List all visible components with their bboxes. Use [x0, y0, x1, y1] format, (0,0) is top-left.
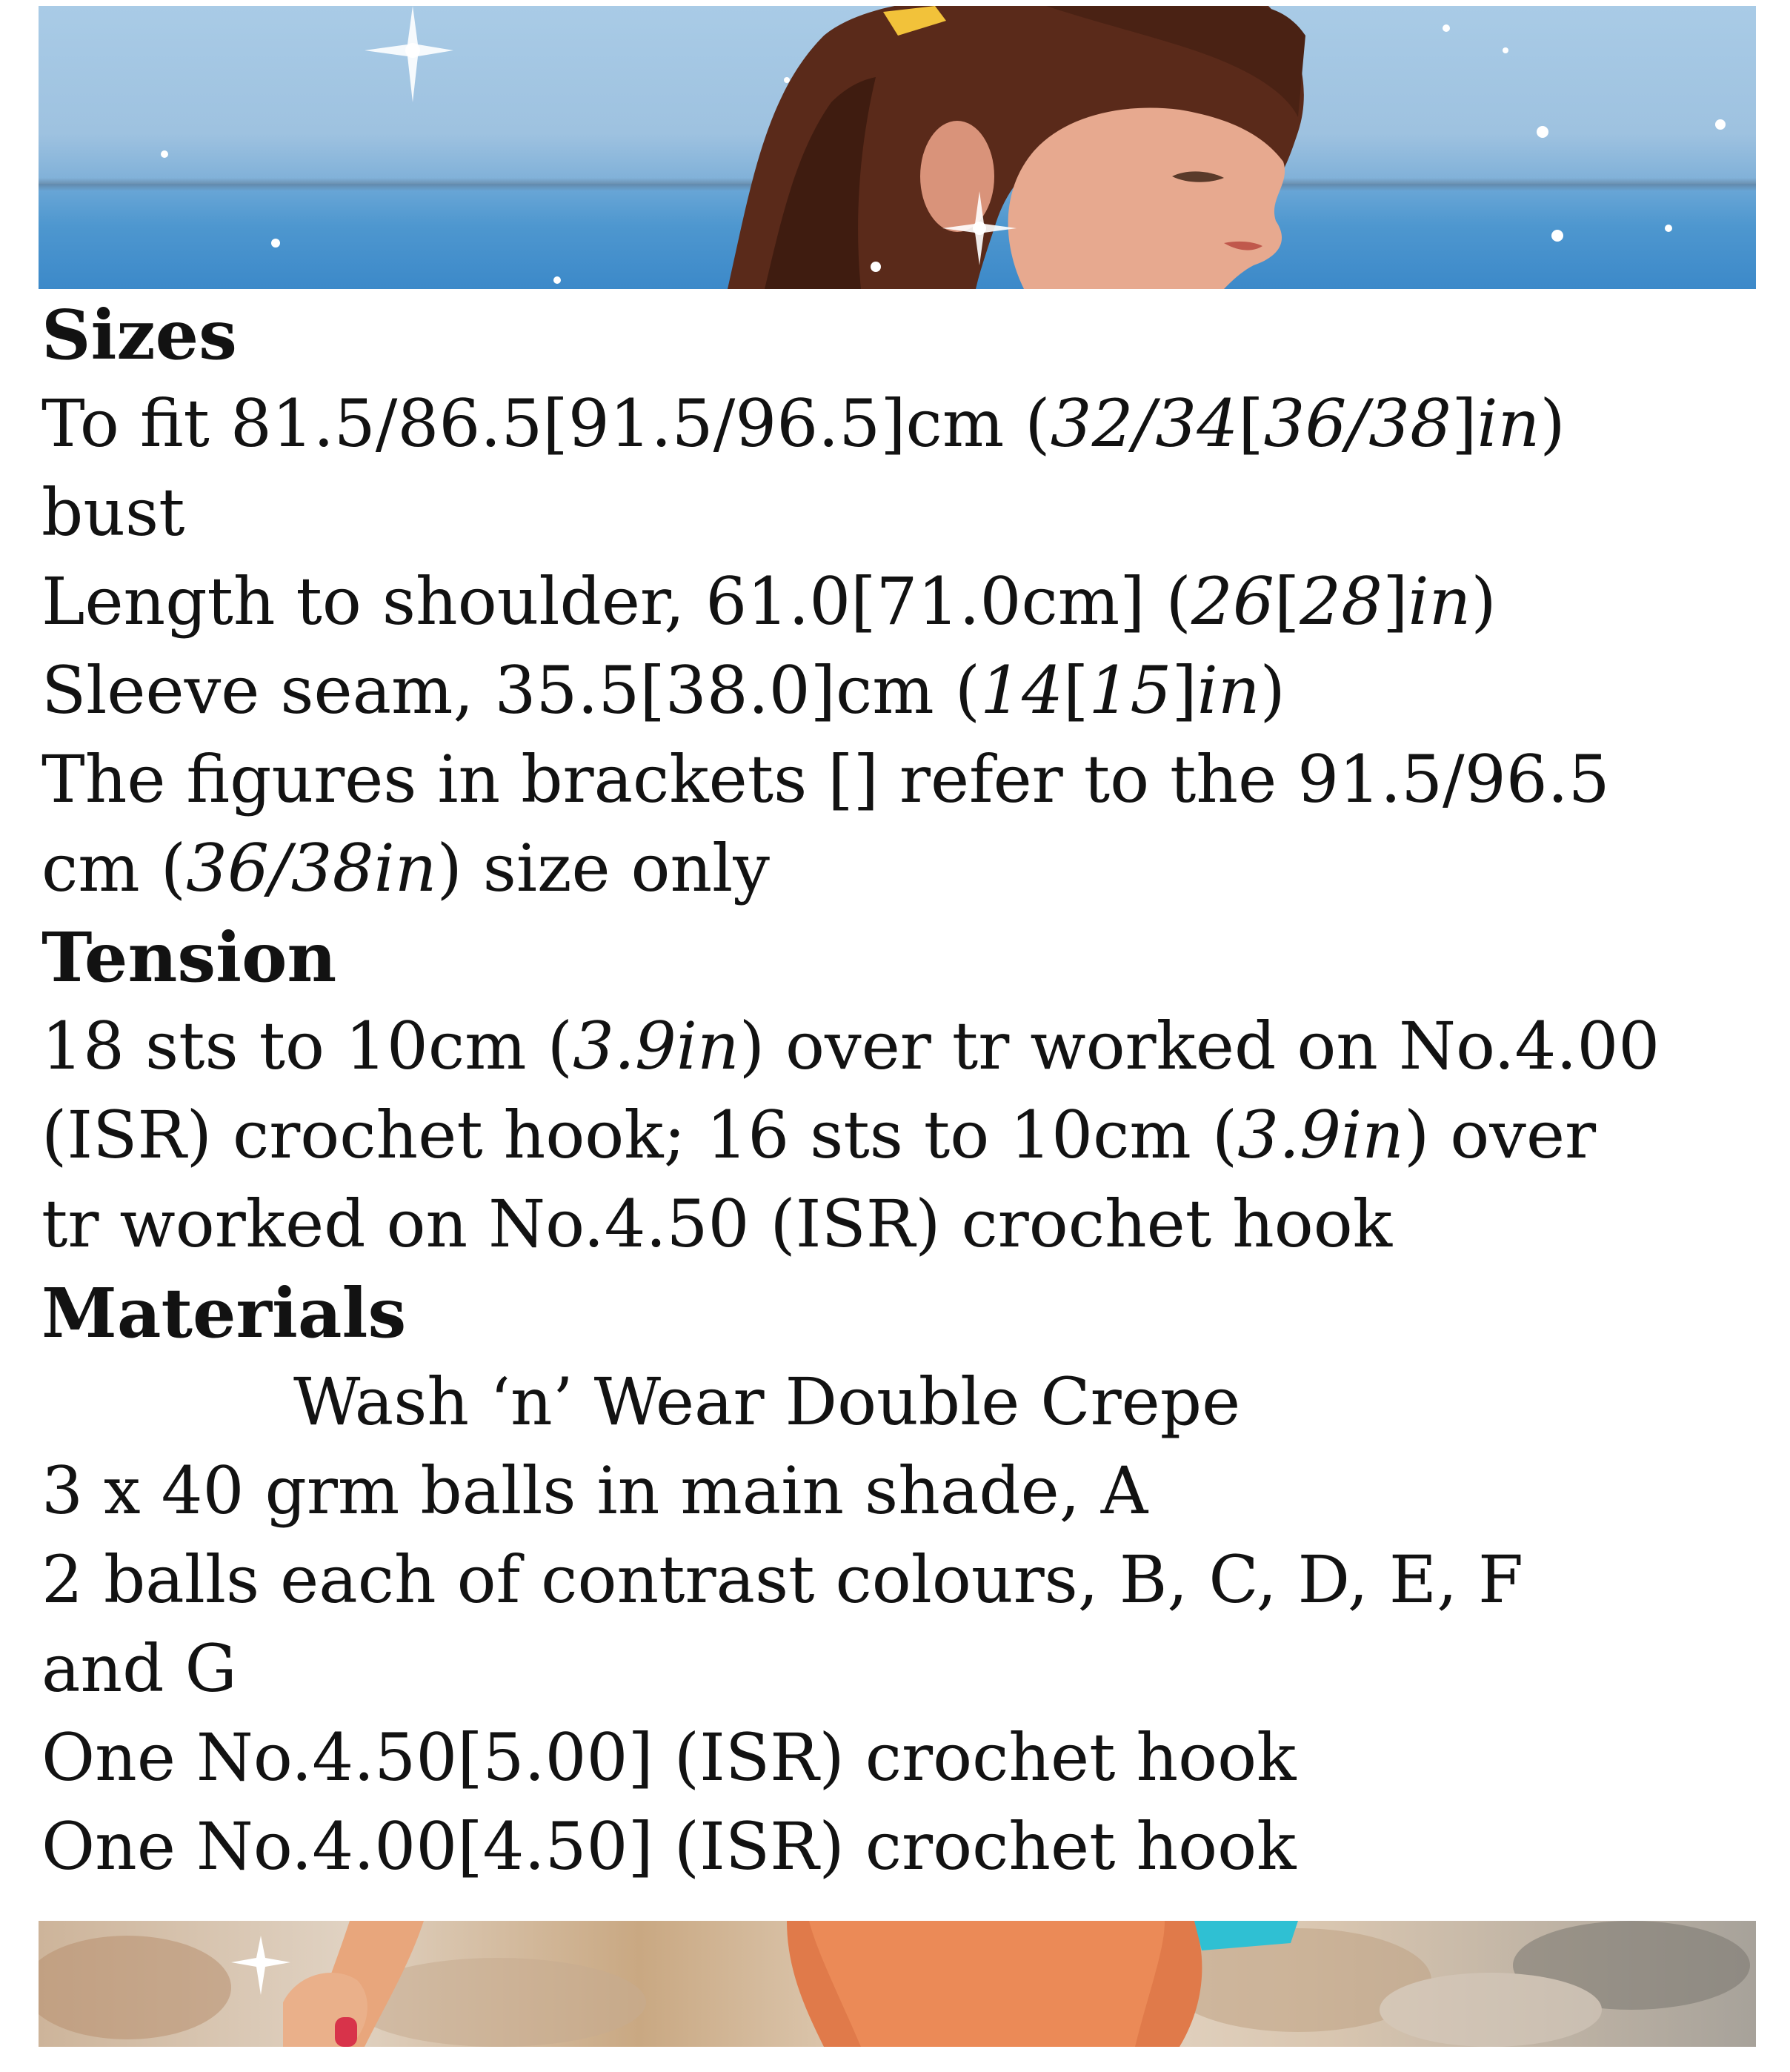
- materials-line-1: 3 x 40 grm balls in main shade, A: [41, 1452, 1148, 1529]
- sizes-note-line: The figures in brackets [] refer to the 91.5/96.5: [41, 741, 1610, 817]
- bottom-photo: [39, 1921, 1756, 2047]
- sizes-heading: Sizes: [41, 295, 237, 375]
- top-photo: [39, 6, 1756, 289]
- tension-line-2: (ISR) crochet hook; 16 sts to 10cm (3.9in) over: [41, 1097, 1597, 1173]
- sizes-sleeve-line: Sleeve seam, 35.5[38.0]cm (14[15]in): [41, 652, 1285, 728]
- materials-line-4: One No.4.50[5.00] (ISR) crochet hook: [41, 1719, 1297, 1796]
- materials-line-2: 2 balls each of contrast colours, B, C, D, E, F: [41, 1541, 1524, 1618]
- materials-yarn-name: Wash ‘n’ Wear Double Crepe: [293, 1364, 1241, 1440]
- pattern-specifications: [41, 290, 1760, 1891]
- materials-line-3: and G: [41, 1630, 237, 1707]
- sizes-note-line-2: cm (36/38in) size only: [41, 830, 771, 906]
- sizes-bust-word: bust: [41, 474, 185, 551]
- materials-heading: Materials: [41, 1273, 407, 1353]
- sizes-bust-line: To fit 81.5/86.5[91.5/96.5]cm (32/34[36/38]in): [41, 385, 1566, 462]
- sizes-length-line: Length to shoulder, 61.0[71.0cm] (26[28]in): [41, 563, 1497, 640]
- tension-heading: Tension: [41, 917, 337, 997]
- tension-line-1: 18 sts to 10cm (3.9in) over tr worked on No.4.00: [41, 1008, 1660, 1084]
- materials-line-5: One No.4.00[4.50] (ISR) crochet hook: [41, 1808, 1297, 1885]
- tension-line-3: tr worked on No.4.50 (ISR) crochet hook: [41, 1186, 1393, 1262]
- model-portrait-illustration: [39, 6, 1756, 289]
- beach-rocks-illustration: [39, 1921, 1756, 2047]
